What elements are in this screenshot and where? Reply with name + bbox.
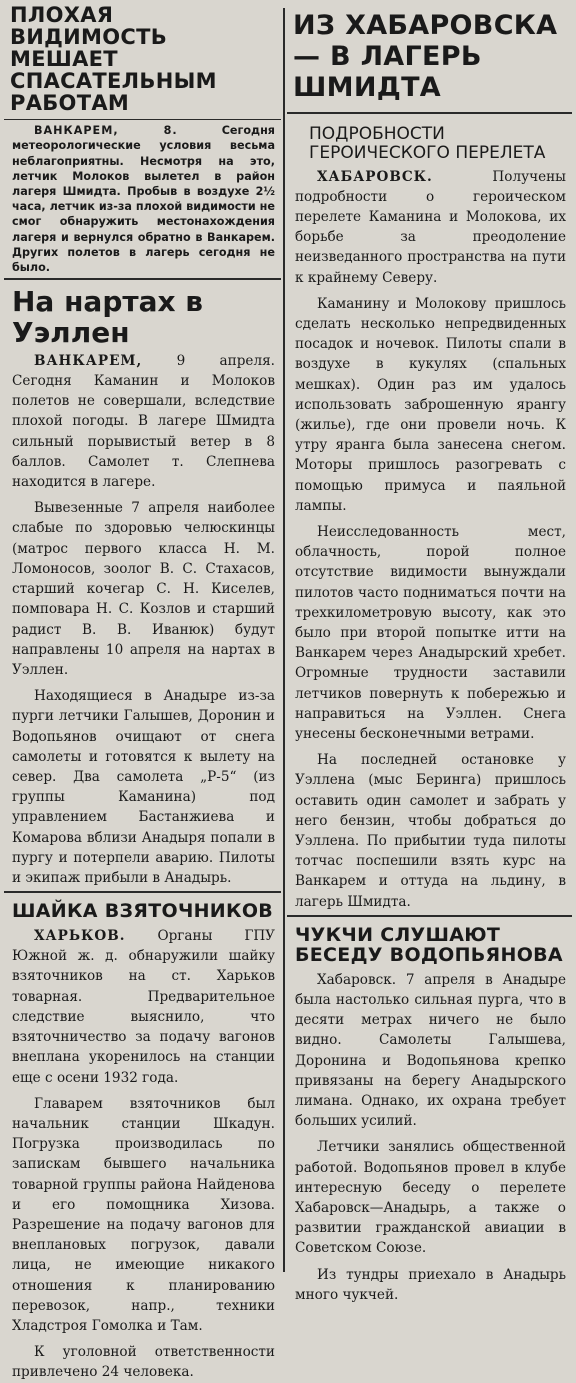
dateline: ХАРЬКОВ.	[34, 928, 126, 945]
dateline: ВАНКАРЕМ, 8.	[34, 124, 178, 138]
article-headline: ПЛОХАЯ ВИДИМОСТЬ МЕШАЕТ СПАСАТЕЛЬНЫМ РАБОТАМ	[10, 3, 217, 116]
divider	[4, 891, 281, 893]
dateline: ВАНКАРЕМ,	[34, 352, 143, 369]
article-poor-visibility	[4, 0, 281, 275]
article-paragraph	[287, 167, 572, 288]
divider	[287, 112, 572, 114]
article-headline: ИЗ ХАБАРОВСКА— В ЛАГЕРЬ ШМИДТА	[293, 10, 558, 104]
article-paragraph: Каманину и Молокову пришлось сделать несколько непредвиденных посадок и ночевок. Пилоты спали в воздухе в кукулях (спальных мешках). Один раз им удалось использовать заброшенную ярангу (жилье), где они провели ночь. К утру яранга была занесена снегом. Моторы пришлось разогревать с помощью примуса и паяльной лампы.	[295, 295, 566, 514]
date: 9 апреля.	[176, 352, 275, 369]
column-divider	[283, 8, 285, 1272]
article-chukchi	[287, 920, 572, 1305]
article-nartax	[4, 283, 281, 888]
article-paragraph: Вывезенные 7 апреля наиболее слабые по здоровью челюскинцы (матрос первого класса Н. М. Ломоносов, зоолог В. С. Стахасов, старший кочегар С. Н. Киселев, помповара Н. С. Козлов и старший радист В. В. Иванюк) будут направлены 10 апреля на нартах в Уэллен.	[12, 500, 275, 678]
article-text: Получены подробности о героическом перелете Каманина и Молокова, их борьбе за преодоление неизведанного пространства на пути к крайнему Северу.	[295, 168, 566, 286]
article-text: Органы ГПУ Южной ж. д. обнаружили шайку взяточников на ст. Харьков товарная. Предварительное следствие выяснило, что взяточничество за подачу вагонов внеплана укоренилось на станции еще с осени 1932 года.	[12, 928, 275, 1086]
right-column	[287, 0, 572, 1303]
article-paragraph	[4, 351, 281, 492]
article-text: Сегодня метеорологические условия весьма неблагоприятны. Несмотря на это, летчик Молоков вылетел в район лагеря Шмидта. Пробыв в воздухе 2½ часа, летчик из-за плохой видимости не смог обнаружить местонахождения лагеря и вернулся обратно в Ванкарем. Других полетов в лагерь сегодня не было.	[12, 124, 275, 275]
article-paragraph	[4, 926, 281, 1088]
article-paragraph: К уголовной ответственности привлечено 24 человека.	[12, 1344, 275, 1381]
article-headline: На нартах в Уэллен	[12, 285, 204, 350]
article-text: Сегодня Каманин и Молоков полетов не совершали, вследствие плохой погоды. В лагере Шмидта сильный порывистый ветер в 8 баллов. Самолет т. Слепнева находится в лагере.	[12, 373, 275, 491]
article-paragraph: Летчики занялись общественной работой. Водопьянов провел в клубе интересную беседу о перелете Хабаровск—Анадырь, а также о развитии гражданской авиации в Советском Союзе.	[295, 1139, 566, 1257]
article-paragraph: На последней остановке у Уэллена (мыс Беринга) пришлось оставить один самолет и забрать у него бензин, чтобы добраться до Уэллена. По прибытии туда пилоты тотчас поспешили взять курс на Ванкарем и оттуда на льдину, в лагерь Шмидта.	[295, 752, 566, 910]
article-headline: ШАЙКА ВЗЯТОЧНИКОВ	[12, 900, 274, 923]
article-paragraph: Находящиеся в Анадыре из-за пурги летчики Галышев, Доронин и Водопьянов очищают от снега самолеты и готовятся к вылету на север. Два самолета „Р-5“ (из группы Каманина) под управлением Бастанжиева и Комарова вблизи Анадыря попали в пургу и потерпели аварию. Пилоты и экипаж прибыли в Анадырь.	[12, 688, 275, 886]
dateline: ХАБАРОВСК.	[317, 168, 433, 185]
article-paragraph: Из тундры приехало в Анадырь много чукчей.	[295, 1266, 566, 1303]
article-paragraph: Неисследованность мест, облачность, порой полное отсутствие видимости вынуждали пилотов часто подниматься почти на трехкилометровую высоту, как это было при второй попытке итти на Ванкарем через Анадырский хребет. Огромные трудности заставили летчиков повернуть к побережью и направиться на Уэллен. Снега унесены бесконечными ветрами.	[295, 523, 566, 742]
divider	[4, 278, 281, 280]
article-paragraph: Главарем взяточников был начальник станции Шкадун. Погрузка производилась по запискам бывшего начальника товарной группы района Найденова и его помощника Хизова. Разрешение на подачу вагонов для внеплановых погрузок, давали лица, не имеющие никакого отношения к планированию перевозок, напр., техники Хладстроя Гомолка и Там.	[12, 1095, 275, 1334]
divider	[287, 915, 572, 917]
article-khabarovsk	[287, 0, 572, 912]
article-paragraph: Хабаровск. 7 апреля в Анадыре была настолько сильная пурга, что в десяти метрах ничего не было видно. Самолеты Галышева, Доронина и Водопьянова крепко привязаны на берегу Анадырского лимана. Однако, их охрана требует больших усилий.	[295, 971, 566, 1130]
left-column	[4, 0, 281, 1381]
divider	[4, 119, 281, 120]
article-body	[4, 123, 281, 275]
article-headline: ЧУКЧИ СЛУШАЮТ БЕСЕДУ ВОДОПЬЯНОВА	[295, 923, 563, 966]
article-bribe-gang	[4, 896, 281, 1382]
article-subheadline: ПОДРОБНОСТИ ГЕРОИЧЕСКОГО ПЕРЕЛЕТА	[309, 124, 546, 163]
